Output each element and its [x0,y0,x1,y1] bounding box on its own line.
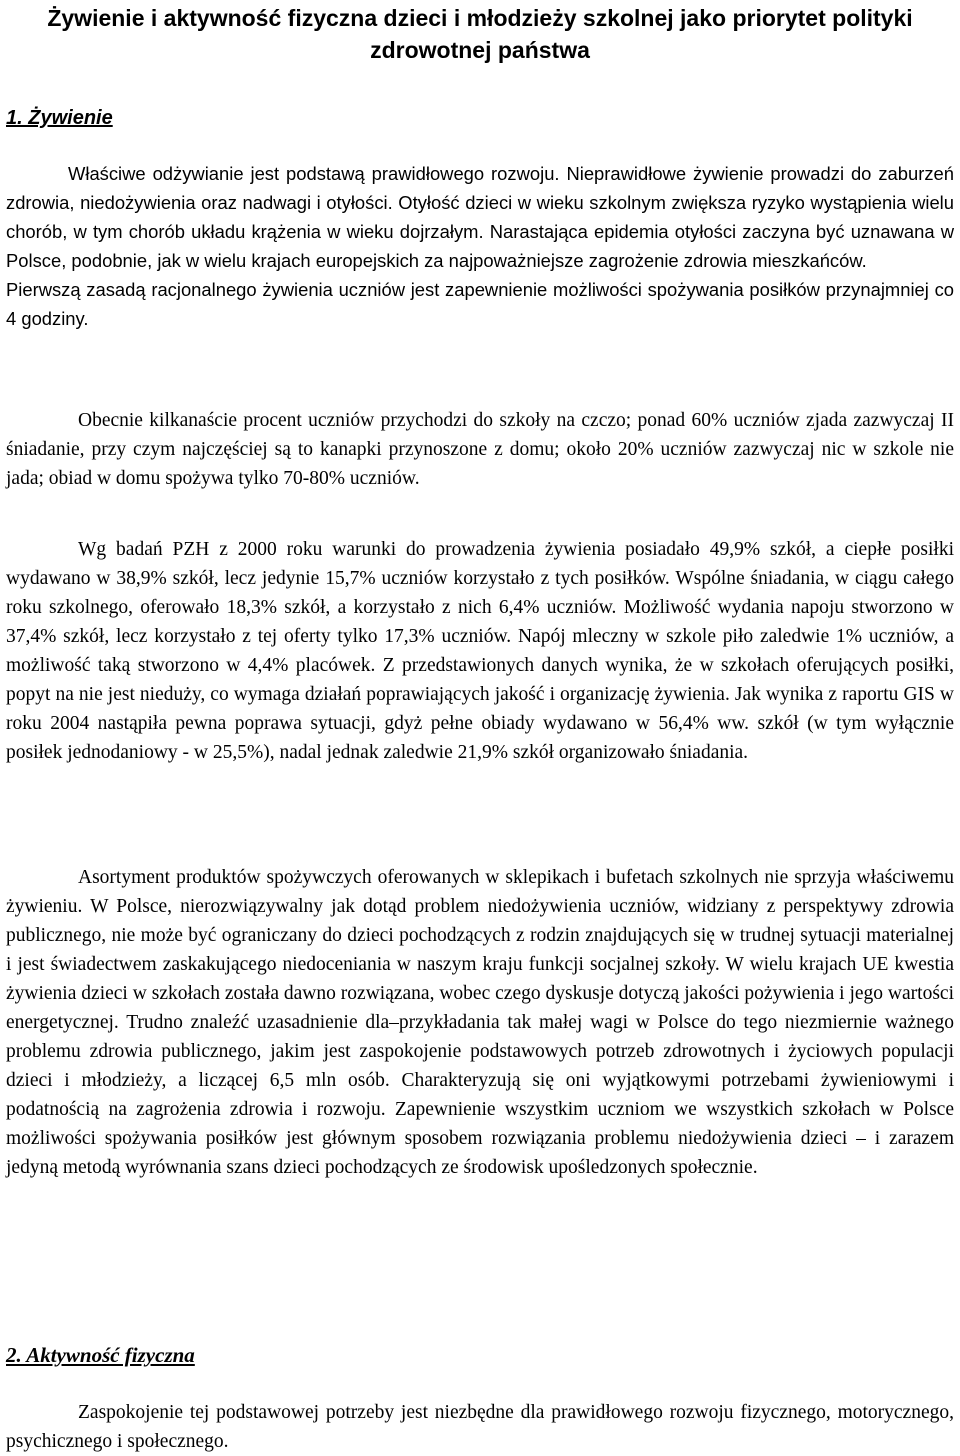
section-heading-zywienie: 1. Żywienie [6,107,113,129]
document-title: Żywienie i aktywność fizyczna dzieci i młodzieży szkolnej jako priorytet polityki zdrowotnej państwa [47,5,913,63]
section-heading-aktywnosc: 2. Aktywność fizyczna [6,1343,195,1367]
paragraph-pzh-survey: Wg badań PZH z 2000 roku warunki do prowadzenia żywienia posiadało 49,9% szkół, a ciepłe posiłki wydawano w 38,9% szkół, lecz jedynie 15,7% uczniów korzystało z tych posiłków. Wspólne śniadania, w ciągu całego roku szkolnego, oferowało 18,3% szkół, a korzystało z nich 6,4% uczniów. Możliwość wydania napoju stworzono w 37,4% szkół, lecz korzystało z tej oferty tylko 17,3% uczniów. Napój mleczny w szkole piło zaledwie 1% uczniów, a możliwość taką stworzono w 4,4% placówek. Z przedstawionych danych wynika, że w szkołach oferujących posiłki, popyt na nie jest nieduży, co wymaga działań poprawiających jakość i organizację żywienia. Jak wynika z raportu GIS w roku 2004 nastąpiła pewna poprawa sytuacji, gdyż pełne obiady wydawano w 56,4% ww. szkół (w tym wyłącznie posiłek jednodaniowy - w 25,5%), nadal jednak zaledwie 21,9% szkół organizowało śniadania. [6,539,954,763]
paragraph-intro [6,159,954,333]
paragraph-assortment: Asortyment produktów spożywczych oferowanych w sklepikach i bufetach szkolnych nie sprzyja właściwemu żywieniu. W Polsce, nierozwiązywalny jak dotąd problem niedożywienia uczniów, widziany z perspektywy zdrowia publicznego, nie może być ograniczany do dzieci pochodzących z rodzin znajdujących się w trudnej sytuacji materialnej i jest świadectwem zaskakującego niedoceniania w naszym kraju funkcji socjalnej szkoły. W wielu krajach UE kwestia żywienia dzieci w szkołach została dawno rozwiązana, wobec czego dyskusje dotyczą jakości pożywienia i jego wartości energetycznej. Trudno znaleźć uzasadnienie dla–przykładania tak małej wagi w Polsce do tego niezmiernie ważnego problemu zdrowia publicznego, jakim jest zaspokojenie podstawowych potrzeb zdrowotnych i życiowych populacji dzieci i młodzieży, a liczącej 6,5 mln osób. Charakteryzują się oni wyjątkowymi potrzebami żywieniowymi i podatnością na zagrożenia zdrowia i rozwoju. Zapewnienie wszystkim uczniom we wszystkich szkołach w Polsce możliwości spożywania posiłków jest głównym sposobem rozwiązania problemu niedożywienia dzieci – i zarazem jedyną metodą wyrównania szans dzieci pochodzących ze środowisk upośledzonych społecznie. [6,867,954,1178]
paragraph-activity: Zaspokojenie tej podstawowej potrzeby jest niezbędne dla prawidłowego rozwoju fizycznego, motorycznego, psychicznego i społecznego. [6,1402,954,1452]
paragraph-first-rule: Pierwszą zasadą racjonalnego żywienia uczniów jest zapewnienie możliwości spożywania posiłków przynajmniej co 4 godziny. [6,279,954,329]
paragraph-breakfast: Obecnie kilkanaście procent uczniów przychodzi do szkoły na czczo; ponad 60% uczniów zjada zazwyczaj II śniadanie, przy czym najczęściej są to kanapki przynoszone z domu; około 20% uczniów zazwyczaj nic w szkole nie jada; obiad w domu spożywa tylko 70-80% uczniów. [6,410,954,489]
paragraph-intro-text: Właściwe odżywianie jest podstawą prawidłowego rozwoju. Nieprawidłowe żywienie prowadzi do zaburzeń zdrowia, niedożywienia oraz nadwagi i otyłości. Otyłość dzieci w wieku szkolnym zwiększa ryzyko wystąpienia wielu chorób, w tym chorób układu krążenia w wieku dojrzałym. Narastająca epidemia otyłości zaczyna być uznawana w Polsce, podobnie, jak w wielu krajach europejskich za najpoważniejsze zagrożenie zdrowia mieszkańców. [6,163,954,271]
